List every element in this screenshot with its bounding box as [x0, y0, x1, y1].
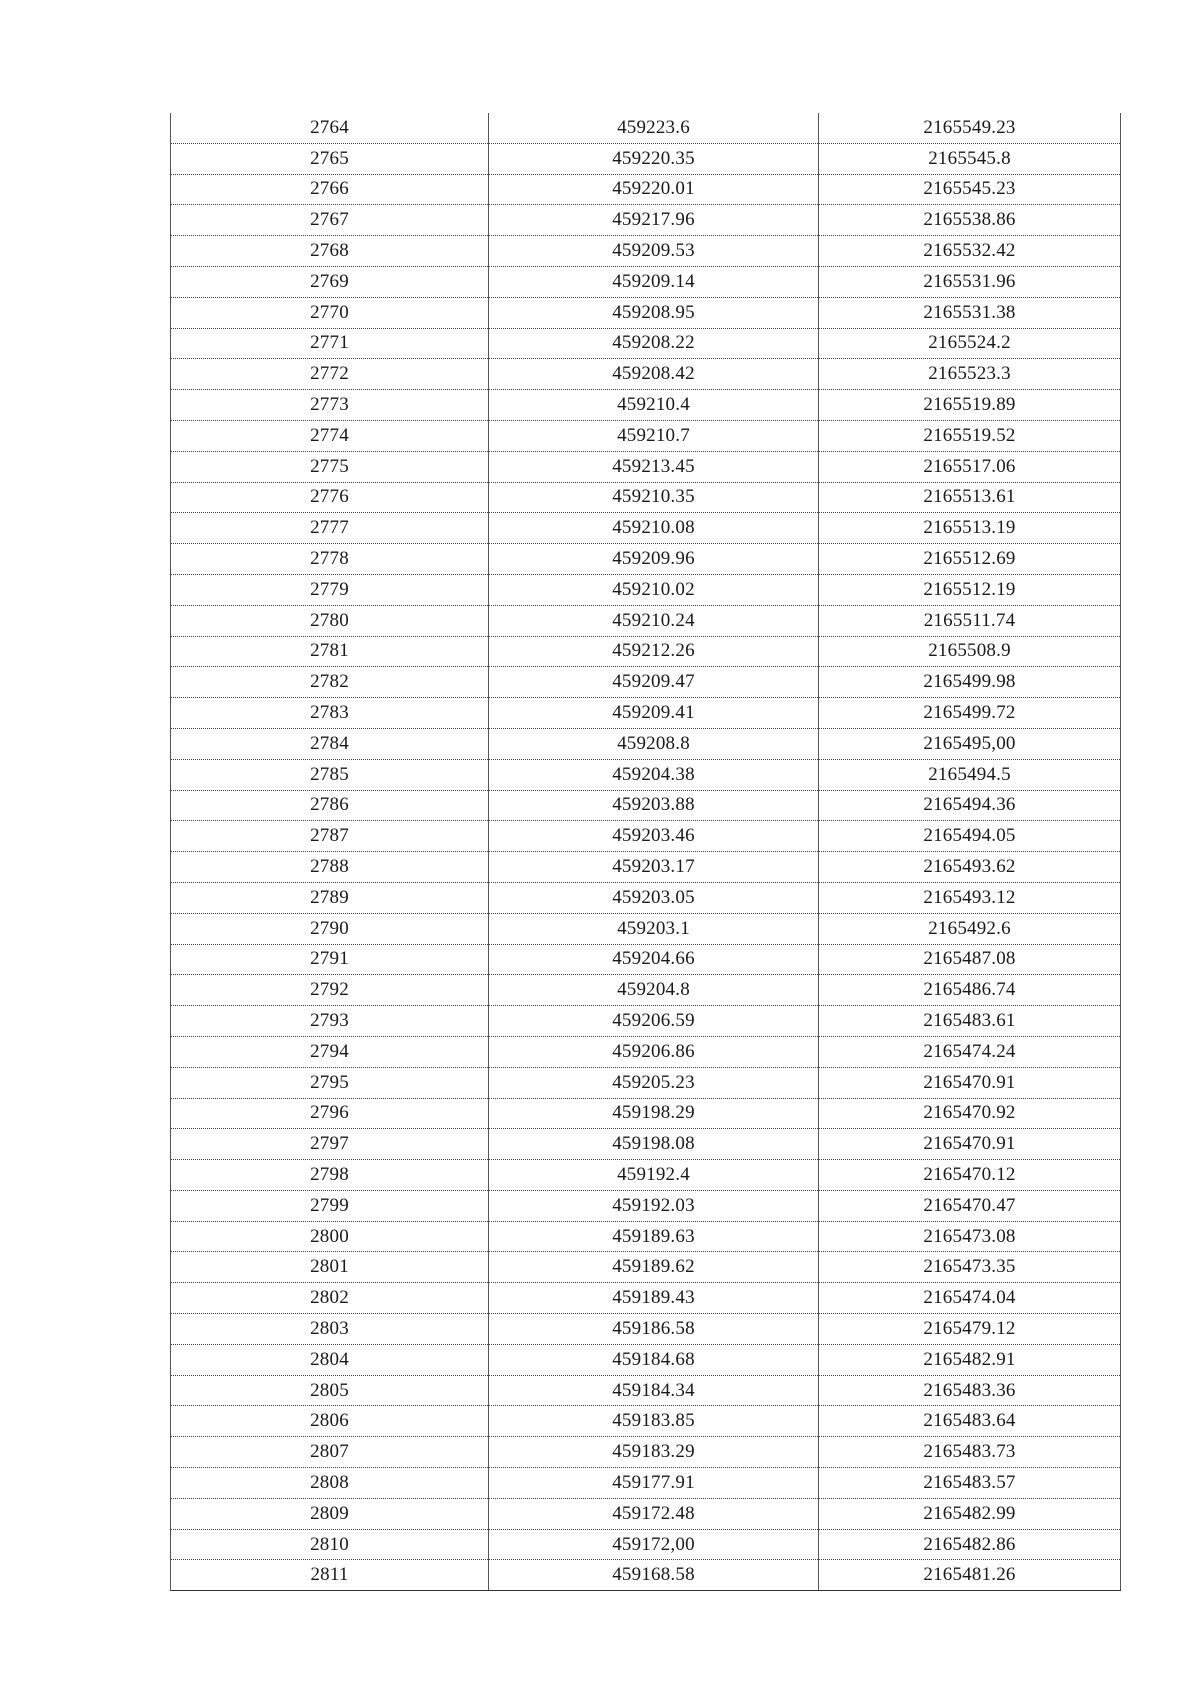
x-coordinate-cell: 459198.29	[489, 1098, 819, 1129]
table-row	[171, 297, 1121, 328]
x-coordinate-cell: 459212.26	[489, 636, 819, 667]
x-coordinate-cell: 459172.48	[489, 1498, 819, 1529]
point-number-cell: 2780	[171, 605, 489, 636]
point-number-cell: 2793	[171, 1006, 489, 1037]
y-coordinate-cell: 2165549.23	[819, 113, 1121, 143]
table-row	[171, 420, 1121, 451]
x-coordinate-cell: 459184.34	[489, 1375, 819, 1406]
y-coordinate-cell: 2165483.57	[819, 1468, 1121, 1499]
table-row	[171, 390, 1121, 421]
table-row	[171, 852, 1121, 883]
x-coordinate-cell: 459210.7	[489, 420, 819, 451]
y-coordinate-cell: 2165470.47	[819, 1190, 1121, 1221]
coordinates-table-body	[171, 113, 1121, 1591]
point-number-cell: 2774	[171, 420, 489, 451]
y-coordinate-cell: 2165482.91	[819, 1344, 1121, 1375]
table-row	[171, 328, 1121, 359]
x-coordinate-cell: 459172,00	[489, 1529, 819, 1560]
x-coordinate-cell: 459206.86	[489, 1036, 819, 1067]
table-row	[171, 1468, 1121, 1499]
x-coordinate-cell: 459203.05	[489, 882, 819, 913]
y-coordinate-cell: 2165483.64	[819, 1406, 1121, 1437]
point-number-cell: 2775	[171, 451, 489, 482]
table-row	[171, 451, 1121, 482]
point-number-cell: 2808	[171, 1468, 489, 1499]
table-row	[171, 975, 1121, 1006]
y-coordinate-cell: 2165519.89	[819, 390, 1121, 421]
table-row	[171, 790, 1121, 821]
point-number-cell: 2803	[171, 1314, 489, 1345]
table-row	[171, 913, 1121, 944]
y-coordinate-cell: 2165519.52	[819, 420, 1121, 451]
point-number-cell: 2795	[171, 1067, 489, 1098]
table-row	[171, 113, 1121, 143]
table-row	[171, 544, 1121, 575]
point-number-cell: 2778	[171, 544, 489, 575]
table-row	[171, 1437, 1121, 1468]
y-coordinate-cell: 2165486.74	[819, 975, 1121, 1006]
x-coordinate-cell: 459213.45	[489, 451, 819, 482]
table-row	[171, 513, 1121, 544]
table-row	[171, 1314, 1121, 1345]
x-coordinate-cell: 459183.85	[489, 1406, 819, 1437]
point-number-cell: 2799	[171, 1190, 489, 1221]
y-coordinate-cell: 2165470.91	[819, 1067, 1121, 1098]
point-number-cell: 2796	[171, 1098, 489, 1129]
x-coordinate-cell: 459203.1	[489, 913, 819, 944]
x-coordinate-cell: 459208.42	[489, 359, 819, 390]
y-coordinate-cell: 2165470.92	[819, 1098, 1121, 1129]
y-coordinate-cell: 2165531.38	[819, 297, 1121, 328]
table-row	[171, 1129, 1121, 1160]
x-coordinate-cell: 459210.02	[489, 574, 819, 605]
x-coordinate-cell: 459203.88	[489, 790, 819, 821]
point-number-cell: 2790	[171, 913, 489, 944]
table-row	[171, 759, 1121, 790]
y-coordinate-cell: 2165545.23	[819, 174, 1121, 205]
x-coordinate-cell: 459204.66	[489, 944, 819, 975]
x-coordinate-cell: 459210.35	[489, 482, 819, 513]
point-number-cell: 2809	[171, 1498, 489, 1529]
point-number-cell: 2771	[171, 328, 489, 359]
point-number-cell: 2766	[171, 174, 489, 205]
point-number-cell: 2800	[171, 1221, 489, 1252]
point-number-cell: 2769	[171, 266, 489, 297]
table-row	[171, 359, 1121, 390]
x-coordinate-cell: 459186.58	[489, 1314, 819, 1345]
point-number-cell: 2765	[171, 143, 489, 174]
x-coordinate-cell: 459208.8	[489, 728, 819, 759]
y-coordinate-cell: 2165483.36	[819, 1375, 1121, 1406]
table-row	[171, 1406, 1121, 1437]
x-coordinate-cell: 459204.38	[489, 759, 819, 790]
x-coordinate-cell: 459209.14	[489, 266, 819, 297]
y-coordinate-cell: 2165493.62	[819, 852, 1121, 883]
point-number-cell: 2810	[171, 1529, 489, 1560]
point-number-cell: 2802	[171, 1283, 489, 1314]
y-coordinate-cell: 2165473.08	[819, 1221, 1121, 1252]
x-coordinate-cell: 459204.8	[489, 975, 819, 1006]
table-row	[171, 1098, 1121, 1129]
point-number-cell: 2786	[171, 790, 489, 821]
x-coordinate-cell: 459184.68	[489, 1344, 819, 1375]
y-coordinate-cell: 2165545.8	[819, 143, 1121, 174]
point-number-cell: 2773	[171, 390, 489, 421]
y-coordinate-cell: 2165511.74	[819, 605, 1121, 636]
point-number-cell: 2788	[171, 852, 489, 883]
y-coordinate-cell: 2165512.69	[819, 544, 1121, 575]
y-coordinate-cell: 2165513.19	[819, 513, 1121, 544]
y-coordinate-cell: 2165479.12	[819, 1314, 1121, 1345]
x-coordinate-cell: 459220.35	[489, 143, 819, 174]
point-number-cell: 2785	[171, 759, 489, 790]
x-coordinate-cell: 459205.23	[489, 1067, 819, 1098]
y-coordinate-cell: 2165494.36	[819, 790, 1121, 821]
table-row	[171, 1190, 1121, 1221]
x-coordinate-cell: 459217.96	[489, 205, 819, 236]
x-coordinate-cell: 459189.43	[489, 1283, 819, 1314]
table-row	[171, 728, 1121, 759]
y-coordinate-cell: 2165487.08	[819, 944, 1121, 975]
x-coordinate-cell: 459210.4	[489, 390, 819, 421]
table-row	[171, 236, 1121, 267]
x-coordinate-cell: 459206.59	[489, 1006, 819, 1037]
point-number-cell: 2783	[171, 698, 489, 729]
x-coordinate-cell: 459192.4	[489, 1160, 819, 1191]
table-row	[171, 636, 1121, 667]
x-coordinate-cell: 459210.08	[489, 513, 819, 544]
table-row	[171, 1283, 1121, 1314]
table-row	[171, 1252, 1121, 1283]
y-coordinate-cell: 2165512.19	[819, 574, 1121, 605]
x-coordinate-cell: 459223.6	[489, 113, 819, 143]
point-number-cell: 2777	[171, 513, 489, 544]
point-number-cell: 2767	[171, 205, 489, 236]
table-row	[171, 266, 1121, 297]
x-coordinate-cell: 459198.08	[489, 1129, 819, 1160]
x-coordinate-cell: 459177.91	[489, 1468, 819, 1499]
y-coordinate-cell: 2165513.61	[819, 482, 1121, 513]
table-row	[171, 482, 1121, 513]
x-coordinate-cell: 459208.95	[489, 297, 819, 328]
y-coordinate-cell: 2165508.9	[819, 636, 1121, 667]
point-number-cell: 2811	[171, 1560, 489, 1591]
table-row	[171, 1344, 1121, 1375]
y-coordinate-cell: 2165538.86	[819, 205, 1121, 236]
x-coordinate-cell: 459168.58	[489, 1560, 819, 1591]
y-coordinate-cell: 2165494.5	[819, 759, 1121, 790]
table-row	[171, 1160, 1121, 1191]
table-row	[171, 1529, 1121, 1560]
y-coordinate-cell: 2165483.73	[819, 1437, 1121, 1468]
point-number-cell: 2768	[171, 236, 489, 267]
table-row	[171, 605, 1121, 636]
table-row	[171, 1006, 1121, 1037]
y-coordinate-cell: 2165499.72	[819, 698, 1121, 729]
y-coordinate-cell: 2165483.61	[819, 1006, 1121, 1037]
point-number-cell: 2782	[171, 667, 489, 698]
point-number-cell: 2805	[171, 1375, 489, 1406]
table-row	[171, 205, 1121, 236]
x-coordinate-cell: 459189.62	[489, 1252, 819, 1283]
point-number-cell: 2806	[171, 1406, 489, 1437]
table-row	[171, 1067, 1121, 1098]
y-coordinate-cell: 2165532.42	[819, 236, 1121, 267]
x-coordinate-cell: 459183.29	[489, 1437, 819, 1468]
x-coordinate-cell: 459209.41	[489, 698, 819, 729]
point-number-cell: 2789	[171, 882, 489, 913]
y-coordinate-cell: 2165473.35	[819, 1252, 1121, 1283]
table-row	[171, 1375, 1121, 1406]
point-number-cell: 2791	[171, 944, 489, 975]
x-coordinate-cell: 459189.63	[489, 1221, 819, 1252]
x-coordinate-cell: 459209.53	[489, 236, 819, 267]
table-row	[171, 1036, 1121, 1067]
table-row	[171, 143, 1121, 174]
x-coordinate-cell: 459192.03	[489, 1190, 819, 1221]
table-row	[171, 944, 1121, 975]
y-coordinate-cell: 2165482.86	[819, 1529, 1121, 1560]
y-coordinate-cell: 2165517.06	[819, 451, 1121, 482]
y-coordinate-cell: 2165524.2	[819, 328, 1121, 359]
y-coordinate-cell: 2165474.04	[819, 1283, 1121, 1314]
y-coordinate-cell: 2165523.3	[819, 359, 1121, 390]
point-number-cell: 2764	[171, 113, 489, 143]
y-coordinate-cell: 2165470.91	[819, 1129, 1121, 1160]
table-row	[171, 1560, 1121, 1591]
y-coordinate-cell: 2165474.24	[819, 1036, 1121, 1067]
point-number-cell: 2772	[171, 359, 489, 390]
x-coordinate-cell: 459210.24	[489, 605, 819, 636]
table-row	[171, 1498, 1121, 1529]
y-coordinate-cell: 2165495,00	[819, 728, 1121, 759]
point-number-cell: 2807	[171, 1437, 489, 1468]
point-number-cell: 2787	[171, 821, 489, 852]
table-row	[171, 574, 1121, 605]
y-coordinate-cell: 2165481.26	[819, 1560, 1121, 1591]
table-row	[171, 174, 1121, 205]
x-coordinate-cell: 459220.01	[489, 174, 819, 205]
x-coordinate-cell: 459203.46	[489, 821, 819, 852]
table-row	[171, 821, 1121, 852]
table-row	[171, 667, 1121, 698]
x-coordinate-cell: 459208.22	[489, 328, 819, 359]
coordinates-table	[170, 113, 1121, 1591]
point-number-cell: 2770	[171, 297, 489, 328]
point-number-cell: 2794	[171, 1036, 489, 1067]
x-coordinate-cell: 459209.96	[489, 544, 819, 575]
table-row	[171, 882, 1121, 913]
y-coordinate-cell: 2165499.98	[819, 667, 1121, 698]
point-number-cell: 2784	[171, 728, 489, 759]
y-coordinate-cell: 2165470.12	[819, 1160, 1121, 1191]
table-row	[171, 1221, 1121, 1252]
table-row	[171, 698, 1121, 729]
point-number-cell: 2798	[171, 1160, 489, 1191]
y-coordinate-cell: 2165494.05	[819, 821, 1121, 852]
point-number-cell: 2779	[171, 574, 489, 605]
x-coordinate-cell: 459203.17	[489, 852, 819, 883]
point-number-cell: 2797	[171, 1129, 489, 1160]
point-number-cell: 2792	[171, 975, 489, 1006]
point-number-cell: 2804	[171, 1344, 489, 1375]
point-number-cell: 2781	[171, 636, 489, 667]
point-number-cell: 2776	[171, 482, 489, 513]
y-coordinate-cell: 2165493.12	[819, 882, 1121, 913]
point-number-cell: 2801	[171, 1252, 489, 1283]
y-coordinate-cell: 2165482.99	[819, 1498, 1121, 1529]
y-coordinate-cell: 2165531.96	[819, 266, 1121, 297]
x-coordinate-cell: 459209.47	[489, 667, 819, 698]
y-coordinate-cell: 2165492.6	[819, 913, 1121, 944]
